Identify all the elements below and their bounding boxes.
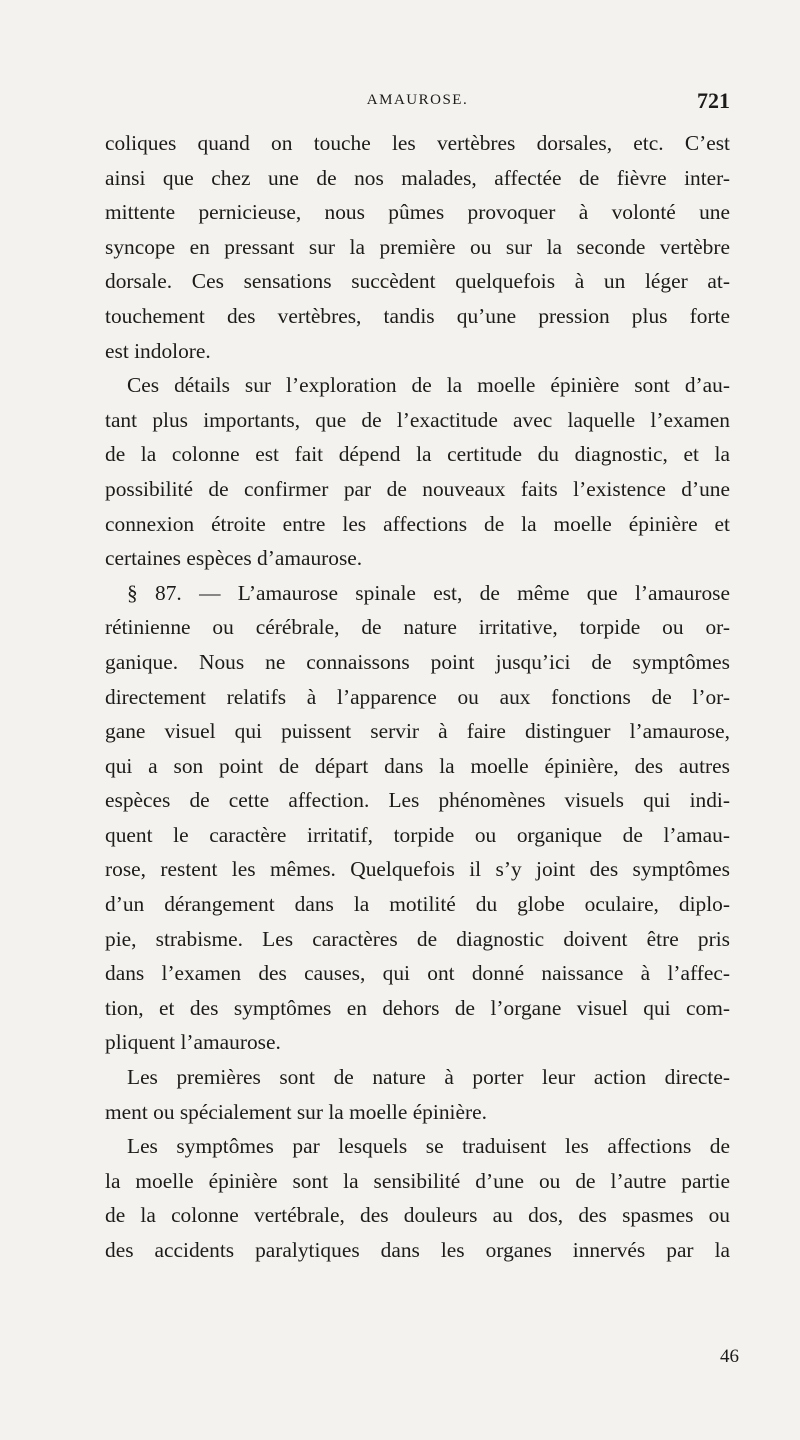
text-line: rose, restent les mêmes. Quelquefois il s’y joint des symptômes	[105, 857, 730, 882]
text-line: ganique. Nous ne connaissons point jusqu’ici de symptômes	[105, 649, 730, 674]
running-title: AMAUROSE.	[366, 92, 469, 108]
text-line: quent le caractère irritatif, torpide ou organique de l’amau-	[105, 822, 730, 847]
text-line: tion, et des symptômes en dehors de l’organe visuel qui com-	[105, 995, 730, 1020]
text-line: possibilité de confirmer par de nouveaux faits l’existence d’une	[105, 476, 730, 501]
text-line: de la colonne vertébrale, des douleurs au dos, des spasmes ou	[105, 1203, 730, 1228]
text-line: des accidents paralytiques dans les organes innervés par la	[105, 1238, 730, 1262]
text-line: Ces détails sur l’exploration de la moelle épinière sont d’au-	[127, 373, 730, 398]
text-line: rétinienne ou cérébrale, de nature irritative, torpide ou or-	[105, 615, 730, 640]
text-line: certaines espèces d’amaurose.	[105, 546, 363, 571]
text-line: dans l’examen des causes, qui ont donné naissance à l’affec-	[105, 961, 730, 986]
page-header	[105, 88, 730, 118]
text-line: la moelle épinière sont la sensibilité d’une ou de l’autre partie	[105, 1168, 730, 1193]
text-line: connexion étroite entre les affections de la moelle épinière et	[105, 511, 730, 536]
text-line: touchement des vertèbres, tandis qu’une pression plus forte	[105, 303, 730, 328]
text-line: dorsale. Ces sensations succèdent quelquefois à un léger at-	[105, 269, 730, 294]
text-line: coliques quand on touche les vertèbres dorsales, etc. C’est	[105, 131, 730, 155]
text-line: d’un dérangement dans la motilité du globe oculaire, diplo-	[105, 892, 730, 917]
text-line: tant plus importants, que de l’exactitude avec laquelle l’examen	[105, 407, 730, 432]
text-line: syncope en pressant sur la première ou sur la seconde vertèbre	[105, 234, 730, 259]
text-line: Les symptômes par lesquels se traduisent les affections de	[127, 1134, 730, 1159]
text-line: mittente pernicieuse, nous pûmes provoquer à volonté une	[105, 200, 730, 225]
text-line: ainsi que chez une de nos malades, affectée de fièvre inter-	[105, 165, 730, 190]
text-line: ment ou spécialement sur la moelle épinière.	[105, 1099, 487, 1124]
text-line: pliquent l’amaurose.	[105, 1030, 281, 1055]
text-line: pie, strabisme. Les caractères de diagnostic doivent être pris	[105, 926, 730, 951]
text-line: espèces de cette affection. Les phénomènes visuels qui indi-	[105, 788, 730, 813]
body-text	[105, 126, 730, 1268]
text-line: Les premières sont de nature à porter leur action directe-	[127, 1065, 730, 1090]
signature-mark: 46	[720, 1346, 739, 1367]
page-number: 721	[697, 88, 730, 113]
text-line: § 87. — L’amaurose spinale est, de même que l’amaurose	[127, 580, 730, 605]
text-line: directement relatifs à l’apparence ou aux fonctions de l’or-	[105, 684, 730, 709]
text-line: est indolore.	[105, 338, 211, 363]
text-line: de la colonne est fait dépend la certitude du diagnostic, et la	[105, 442, 730, 467]
text-line: gane visuel qui puissent servir à faire distinguer l’amaurose,	[105, 719, 730, 744]
text-line: qui a son point de départ dans la moelle épinière, des autres	[105, 753, 730, 778]
